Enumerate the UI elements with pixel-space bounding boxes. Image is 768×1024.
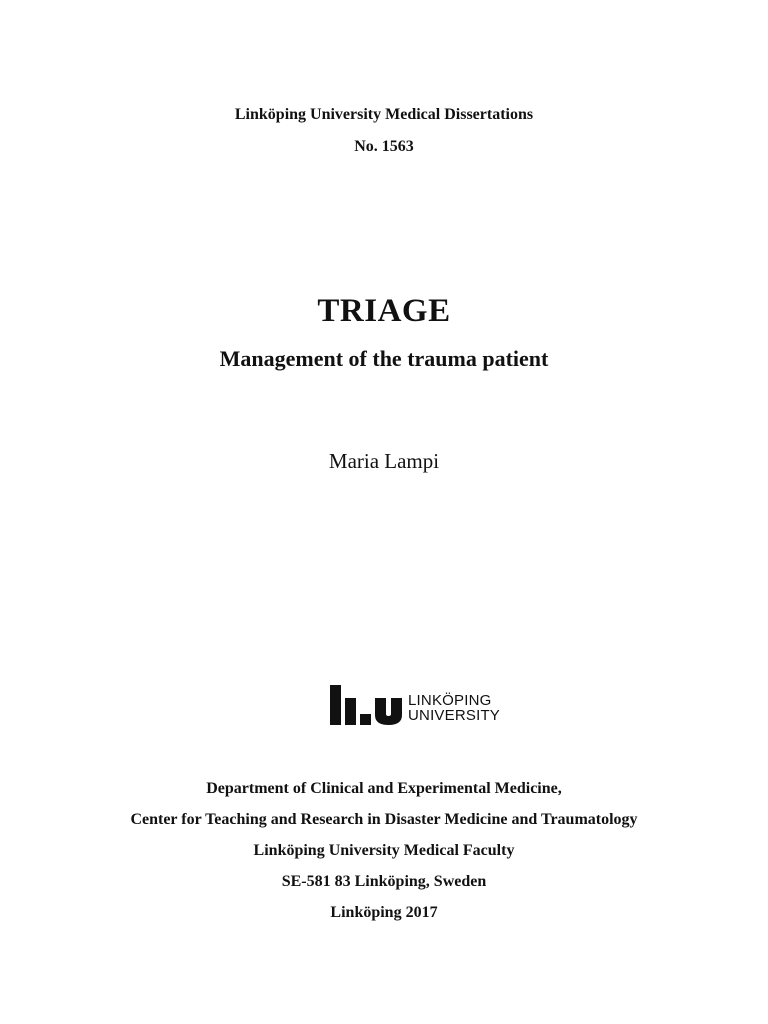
liu-logo-mark (330, 683, 406, 727)
logo-wordmark (408, 693, 500, 723)
place-and-year: Linköping 2017 (330, 904, 438, 921)
affiliation-department: Department of Clinical and Experimental Medicine, (206, 780, 562, 797)
university-logo (330, 683, 510, 727)
affiliation-faculty: Linköping University Medical Faculty (253, 842, 515, 859)
page-subtitle: Management of the trauma patient (219, 346, 549, 371)
series-name: Linköping University Medical Dissertations (234, 106, 534, 123)
affiliation-center: Center for Teaching and Research in Disaster Medicine and Traumatology (130, 811, 638, 828)
logo-wordmark-line2: UNIVERSITY (408, 707, 501, 724)
author-name: Maria Lampi (328, 449, 440, 473)
dissertation-number: No. 1563 (354, 138, 414, 155)
page-title: TRIAGE (317, 293, 451, 329)
affiliation-address: SE-581 83 Linköping, Sweden (281, 873, 487, 890)
logo-wordmark-line1: LINKÖPING (408, 692, 492, 709)
